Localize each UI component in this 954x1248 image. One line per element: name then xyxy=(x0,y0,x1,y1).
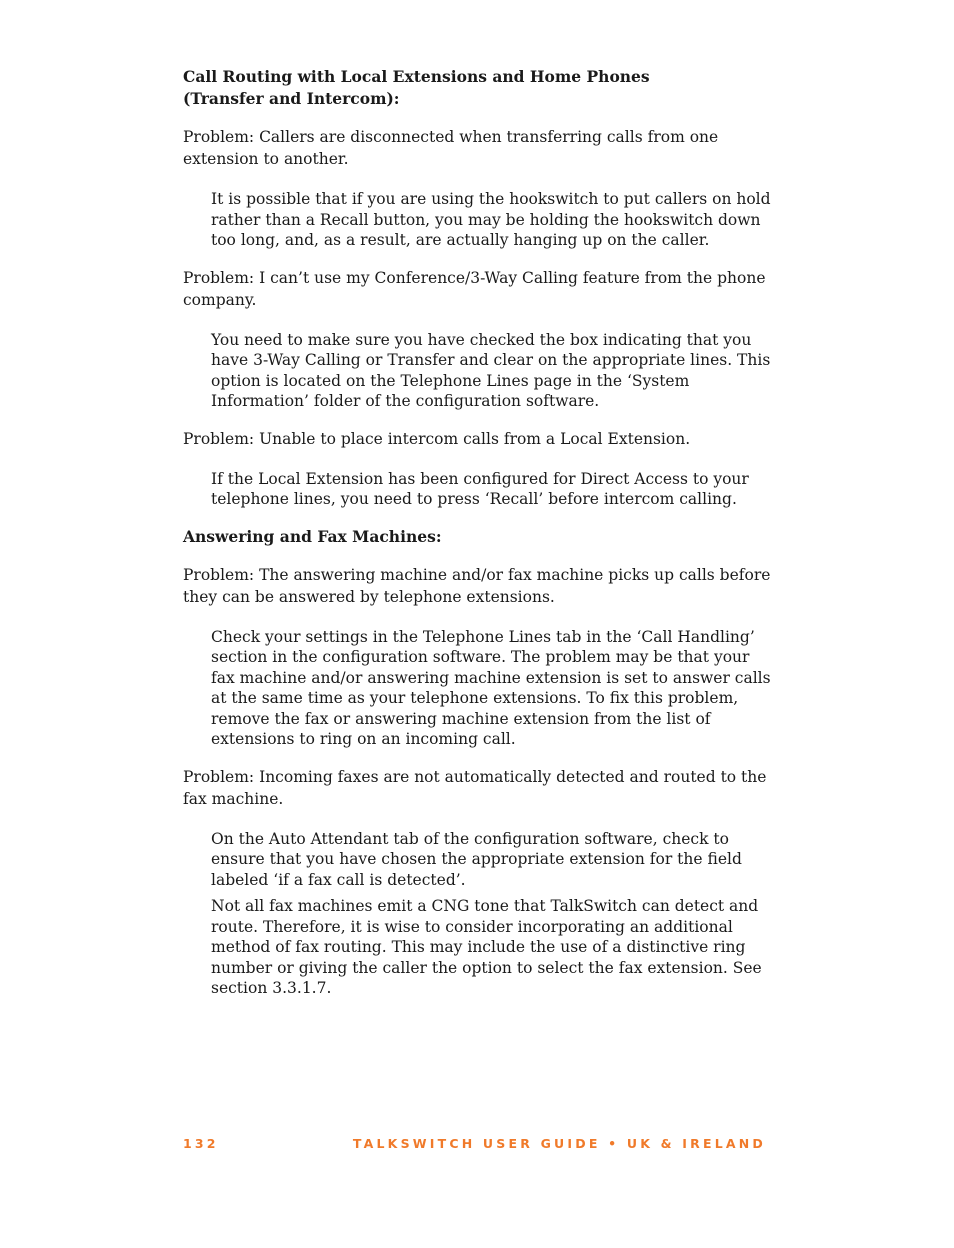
section-heading-answering-fax xyxy=(183,526,773,548)
problem-text: Problem: Incoming faxes are not automatically detected and routed to the fax machine. xyxy=(183,767,767,808)
answer-text: Not all fax machines emit a CNG tone that TalkSwitch can detect and route. Therefore, it is wise to consider incorporating an additional method of fax routing. This may include the use of a distinctive ring number or giving the caller the option to select the fax extension. See section 3.3.1.7. xyxy=(211,897,762,997)
section-heading-call-routing xyxy=(183,66,773,110)
problem-text: Problem: The answering machine and/or fax machine picks up calls before they can be answered by telephone extensions. xyxy=(183,565,771,606)
heading-line: Answering and Fax Machines: xyxy=(183,526,442,546)
problem-text: Problem: I can’t use my Conference/3-Way Calling feature from the phone company. xyxy=(183,268,766,309)
problem-text: Problem: Unable to place intercom calls from a Local Extension. xyxy=(183,429,691,448)
answer-text: You need to make sure you have checked the box indicating that you have 3-Way Calling or Transfer and clear on the appropriate lines. This option is located on the Telephone Lines page in the ‘System Information’ folder of the configuration software. xyxy=(211,330,771,410)
answer-text: It is possible that if you are using the hookswitch to put callers on hold rather than a Recall button, you may be holding the hookswitch down too long, and, as a result, are actually hanging up on the caller. xyxy=(211,190,771,249)
page-body xyxy=(183,66,773,1015)
heading-line: Call Routing with Local Extensions and Home Phones xyxy=(183,67,650,86)
answer-text: If the Local Extension has been configured for Direct Access to your telephone lines, you need to press ‘Recall’ before intercom calling. xyxy=(211,469,749,508)
heading-line: (Transfer and Intercom): xyxy=(183,89,400,108)
page-number: 132 xyxy=(183,1136,219,1151)
problem-text: Problem: Callers are disconnected when transferring calls from one extension to another. xyxy=(183,128,719,168)
answer-text: On the Auto Attendant tab of the configuration software, check to ensure that you have chosen the appropriate extension for the field labeled ‘if a fax call is detected’. xyxy=(211,829,742,889)
running-footer-title: TALKSWITCH USER GUIDE • UK & IRELAND xyxy=(352,1136,766,1151)
answer-text: Check your settings in the Telephone Lines tab in the ‘Call Handling’ section in the configuration software. The problem may be that your fax machine and/or answering machine extension is set to answer calls at the same time as your telephone extensions. To fix this problem, remove the fax or answering machine extension from the list of extensions to ring on an incoming call. xyxy=(211,627,771,748)
